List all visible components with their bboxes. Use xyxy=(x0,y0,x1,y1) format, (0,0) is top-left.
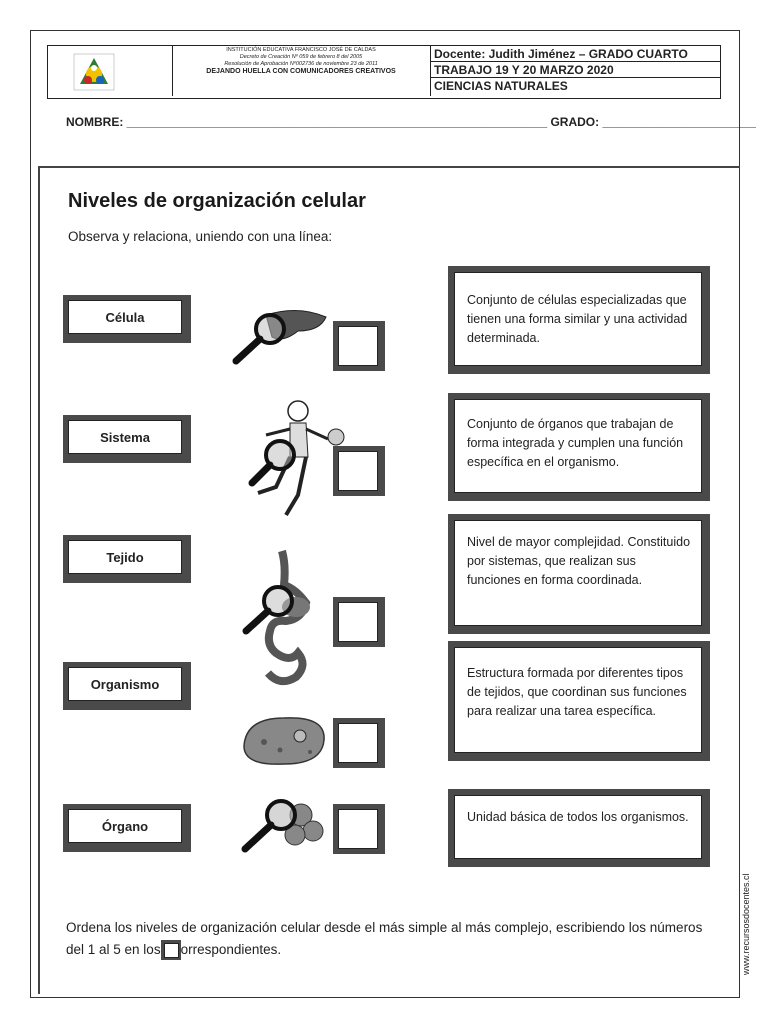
definition-text: Unidad básica de todos los organismos. xyxy=(454,795,702,859)
inline-box-icon xyxy=(161,940,181,960)
cells-magnifier-icon xyxy=(235,793,330,859)
answer-input-5[interactable] xyxy=(338,809,378,849)
term-box-sistema xyxy=(63,415,191,463)
name-field[interactable]: NOMBRE: _______________________________________________________________ xyxy=(66,115,548,129)
definition-box-2 xyxy=(448,393,710,501)
definition-box-3 xyxy=(448,514,710,634)
ordering-text-end: orrespondientes. xyxy=(180,942,282,957)
school-logo-icon xyxy=(48,46,172,96)
creation-decree: Decreto de Creación Nº 059 de febrero 8 del 2005 xyxy=(239,54,363,60)
term-box-tejido xyxy=(63,535,191,583)
answer-input-3[interactable] xyxy=(338,602,378,642)
term-label: Organismo xyxy=(68,667,182,701)
definition-box-1 xyxy=(448,266,710,374)
definition-text: Estructura formada por diferentes tipos de tejidos, que coordinan sus funciones para realizar una tarea específica. xyxy=(454,647,702,753)
definition-text: Conjunto de órganos que trabajan de forma integrada y cumplen una función específica en el organismo. xyxy=(454,399,702,493)
term-box-organismo xyxy=(63,662,191,710)
answer-box-4 xyxy=(333,718,385,768)
answer-box-5 xyxy=(333,804,385,854)
assignment-label: TRABAJO 19 Y 20 MARZO 2020 xyxy=(430,62,720,78)
answer-box-2 xyxy=(333,446,385,496)
answer-input-1[interactable] xyxy=(338,326,378,366)
term-label: Sistema xyxy=(68,420,182,454)
ordering-text: Ordena los niveles de organización celular desde el más simple al más complejo, escribiendo los números del 1 al 5 en los xyxy=(66,920,703,957)
logo-cell xyxy=(48,46,173,96)
digestive-system-icon xyxy=(236,545,331,695)
term-label: Célula xyxy=(68,300,182,334)
answer-box-1 xyxy=(333,321,385,371)
answer-input-2[interactable] xyxy=(338,451,378,491)
answer-box-3 xyxy=(333,597,385,647)
institution-cell xyxy=(172,46,431,96)
student-info-line xyxy=(66,115,756,129)
liver-magnifier-icon xyxy=(228,305,328,367)
term-label: Órgano xyxy=(68,809,182,843)
approval-resolution: Resolución de Aprobación Nº002736 de noviembre 23 de 2011 xyxy=(224,61,378,67)
institution-motto: DEJANDO HUELLA CON COMUNICADORES CREATIVOS xyxy=(206,68,396,75)
watermark: www.recursosdocentes.cl xyxy=(741,873,751,975)
definition-text: Conjunto de células especializadas que tienen una forma similar y una actividad determinada. xyxy=(454,272,702,366)
definition-text: Nivel de mayor complejidad. Constituido por sistemas, que realizan sus funciones en forma coordinada. xyxy=(454,520,702,626)
definition-box-5 xyxy=(448,789,710,867)
subject-label: CIENCIAS NATURALES xyxy=(434,79,568,93)
institution-name: INSTITUCIÓN EDUCATIVA FRANCISCO JOSÉ DE CALDAS xyxy=(226,47,376,53)
cell-illustration-icon xyxy=(240,712,328,768)
grade-field[interactable]: GRADO: _______________________ xyxy=(550,115,756,129)
term-label: Tejido xyxy=(68,540,182,574)
term-box-celula xyxy=(63,295,191,343)
worksheet-title: Niveles de organización celular xyxy=(68,190,366,212)
answer-input-4[interactable] xyxy=(338,723,378,763)
teacher-label: Docente: Judith Jiménez – GRADO CUARTO xyxy=(430,46,720,62)
header-table xyxy=(47,45,721,99)
term-box-organo xyxy=(63,804,191,852)
worksheet-instructions: Observa y relaciona, uniendo con una línea: xyxy=(68,229,333,244)
definition-box-4 xyxy=(448,641,710,761)
ordering-instructions xyxy=(66,917,706,961)
